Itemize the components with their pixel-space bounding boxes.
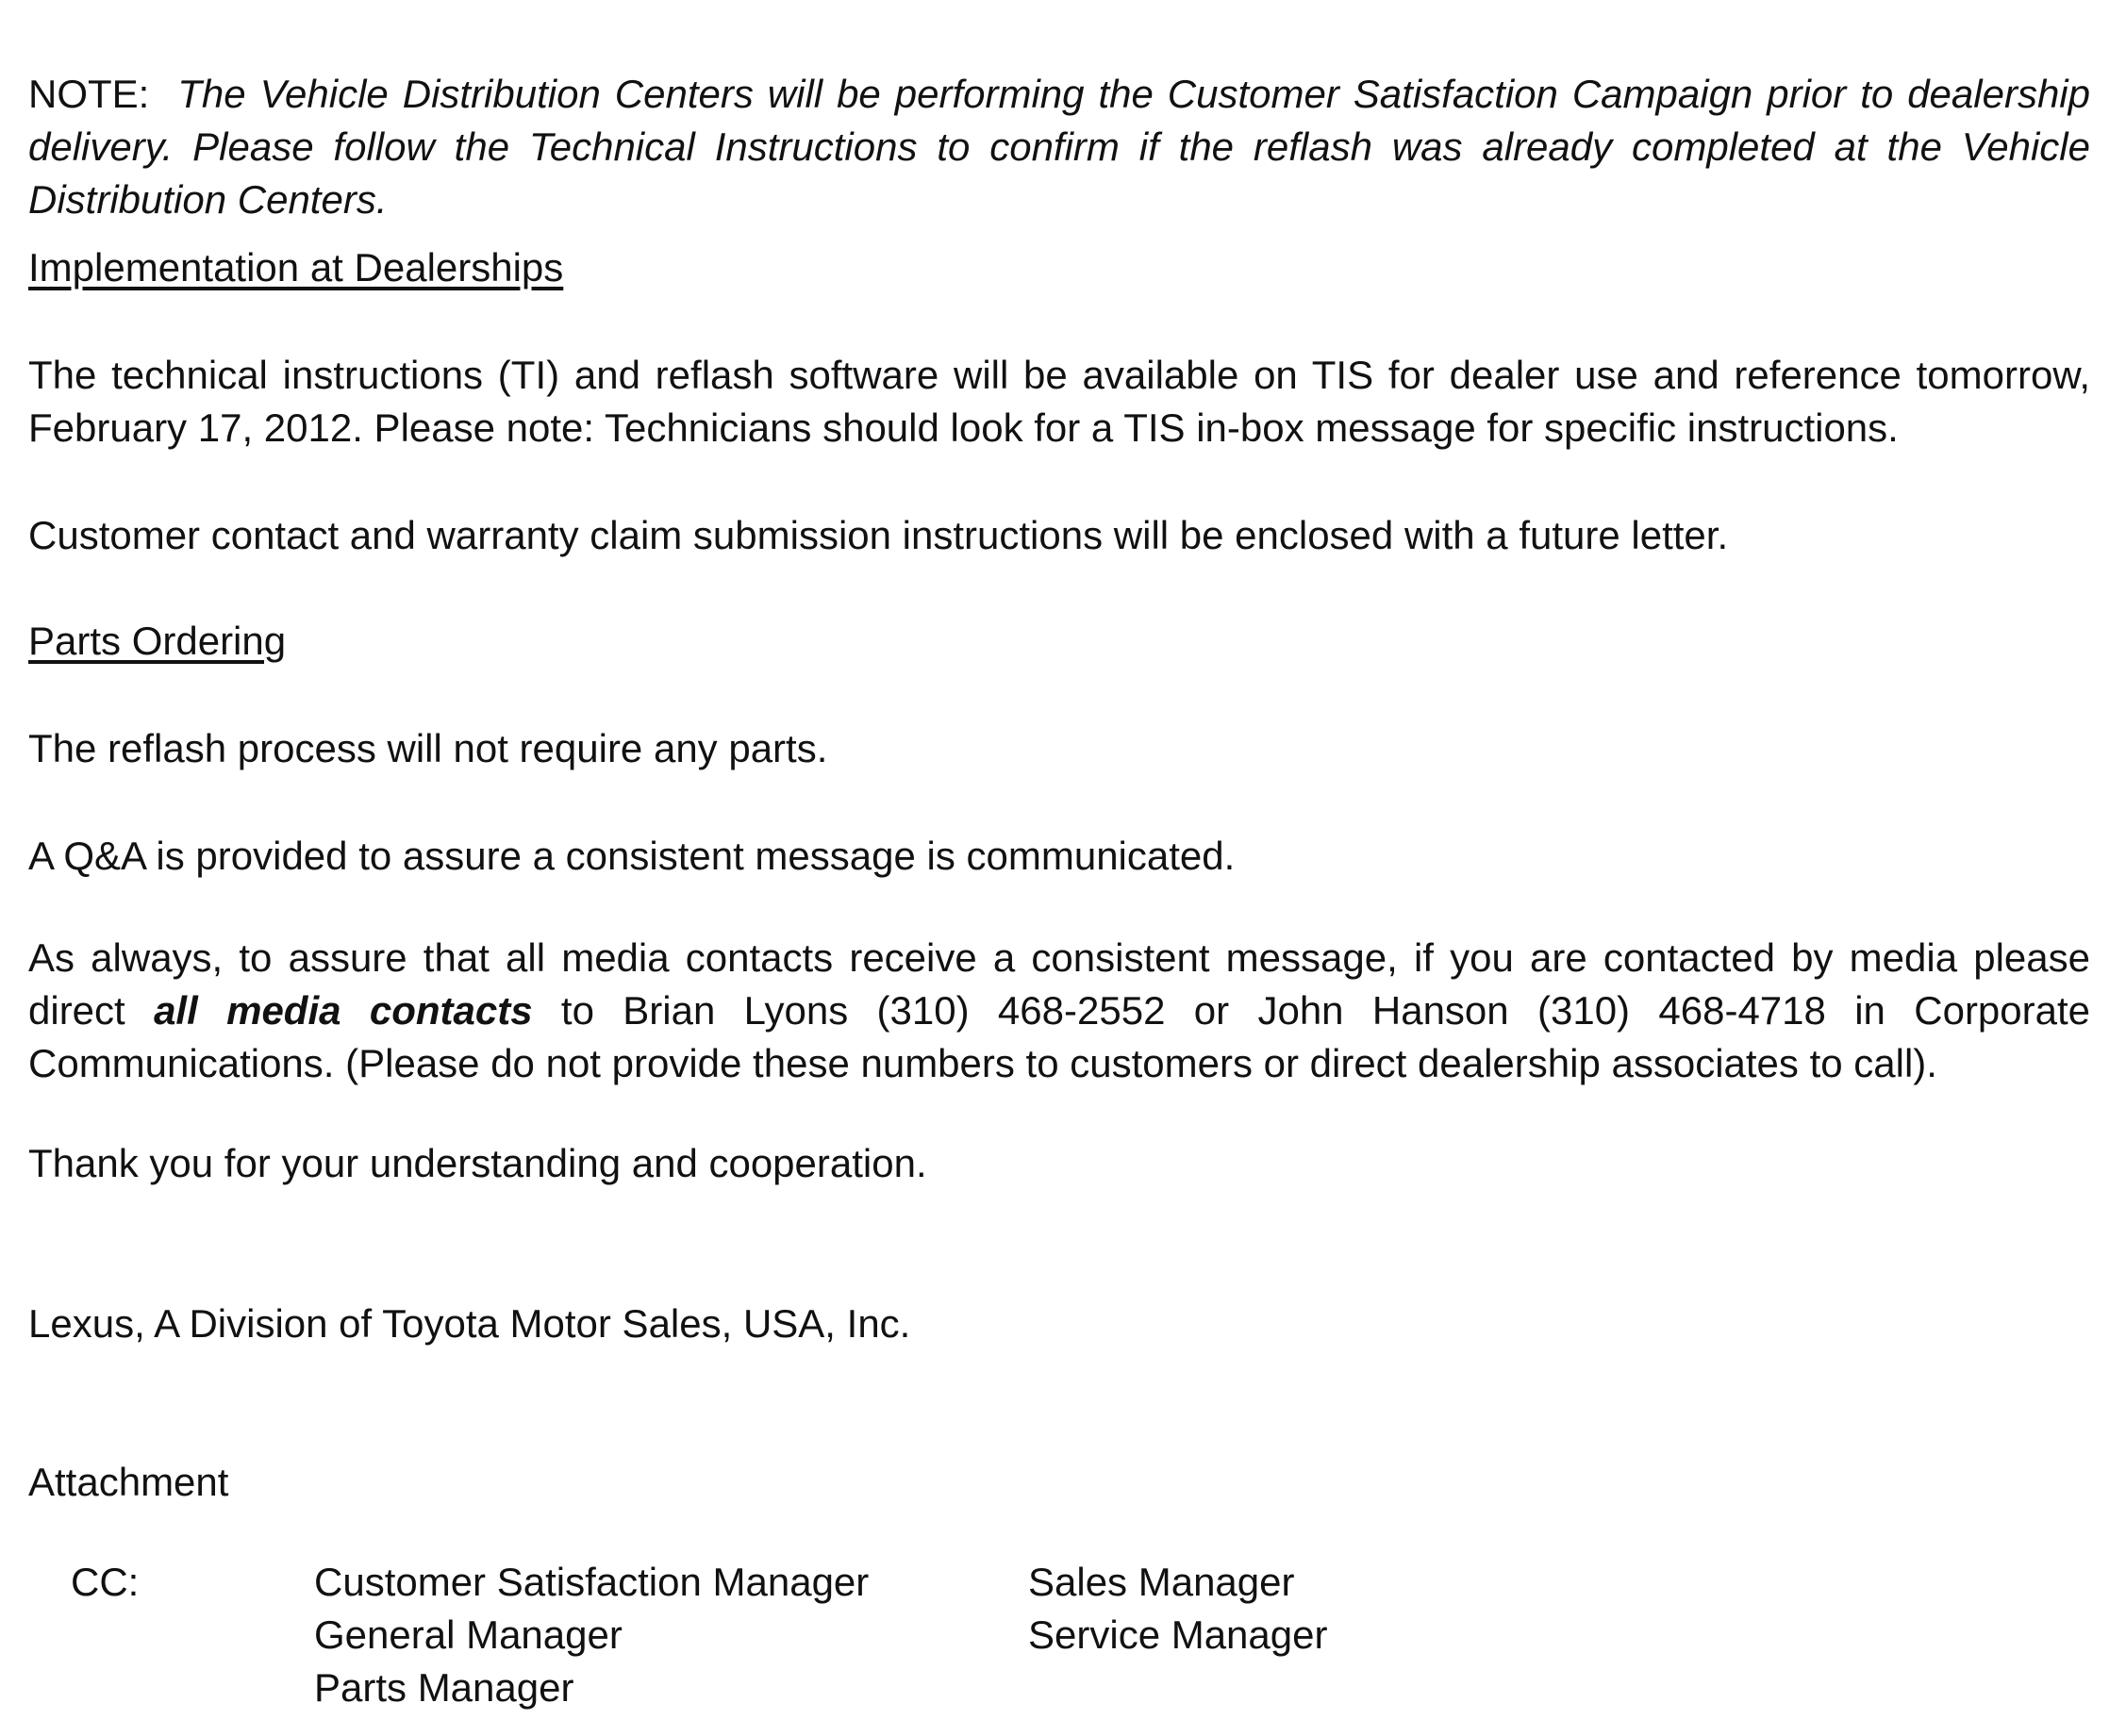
cc-recipient: Parts Manager	[314, 1665, 574, 1710]
cc-recipient: General Manager	[314, 1612, 623, 1657]
thanks-paragraph: Thank you for your understanding and cooperation.	[28, 1141, 927, 1185]
cc-recipient: Sales Manager	[1028, 1560, 1295, 1604]
qa-paragraph: A Q&A is provided to assure a consistent message is communicated.	[28, 834, 1236, 878]
cc-column-2	[1028, 1556, 1327, 1662]
media-text-after: to Brian Lyons (310) 468-2552 or John Hanson (310) 468-4718 in Corporate Communications. (Please do not provide these numbers to customers or direct dealership associates to call).	[28, 988, 2091, 1085]
media-text-before: As always, to assure that all media contacts receive a consistent message, if you are contacted by media please direct	[28, 935, 2090, 1033]
media-emphasis: all media contacts	[154, 988, 533, 1033]
implementation-heading: Implementation at Dealerships	[28, 245, 564, 289]
customer-contact-paragraph: Customer contact and warranty claim submission instructions will be enclosed with a future letter.	[28, 513, 1729, 557]
cc-label: CC:	[71, 1560, 140, 1604]
note-paragraph	[28, 68, 2090, 226]
cc-column-1	[314, 1556, 869, 1714]
attachment-label: Attachment	[28, 1460, 229, 1504]
media-paragraph	[28, 932, 2090, 1090]
cc-recipient: Customer Satisfaction Manager	[314, 1560, 870, 1604]
implementation-paragraph: The technical instructions (TI) and reflash software will be available on TIS for dealer use and reference tomorrow, February 17, 2012. Please note: Technicians should look for a TIS in-box message for specific instructions.	[28, 353, 2090, 450]
note-label: NOTE:	[28, 72, 150, 116]
signature-line: Lexus, A Division of Toyota Motor Sales, USA, Inc.	[28, 1301, 911, 1346]
cc-recipient: Service Manager	[1028, 1612, 1328, 1657]
parts-paragraph: The reflash process will not require any parts.	[28, 726, 828, 770]
parts-ordering-heading: Parts Ordering	[28, 619, 287, 663]
note-text: The Vehicle Distribution Centers will be performing the Customer Satisfaction Campaign prior to dealership delivery. Please follow the Technical Instructions to confirm if the reflash was already completed at the Vehicle Distribution Centers.	[28, 72, 2090, 222]
